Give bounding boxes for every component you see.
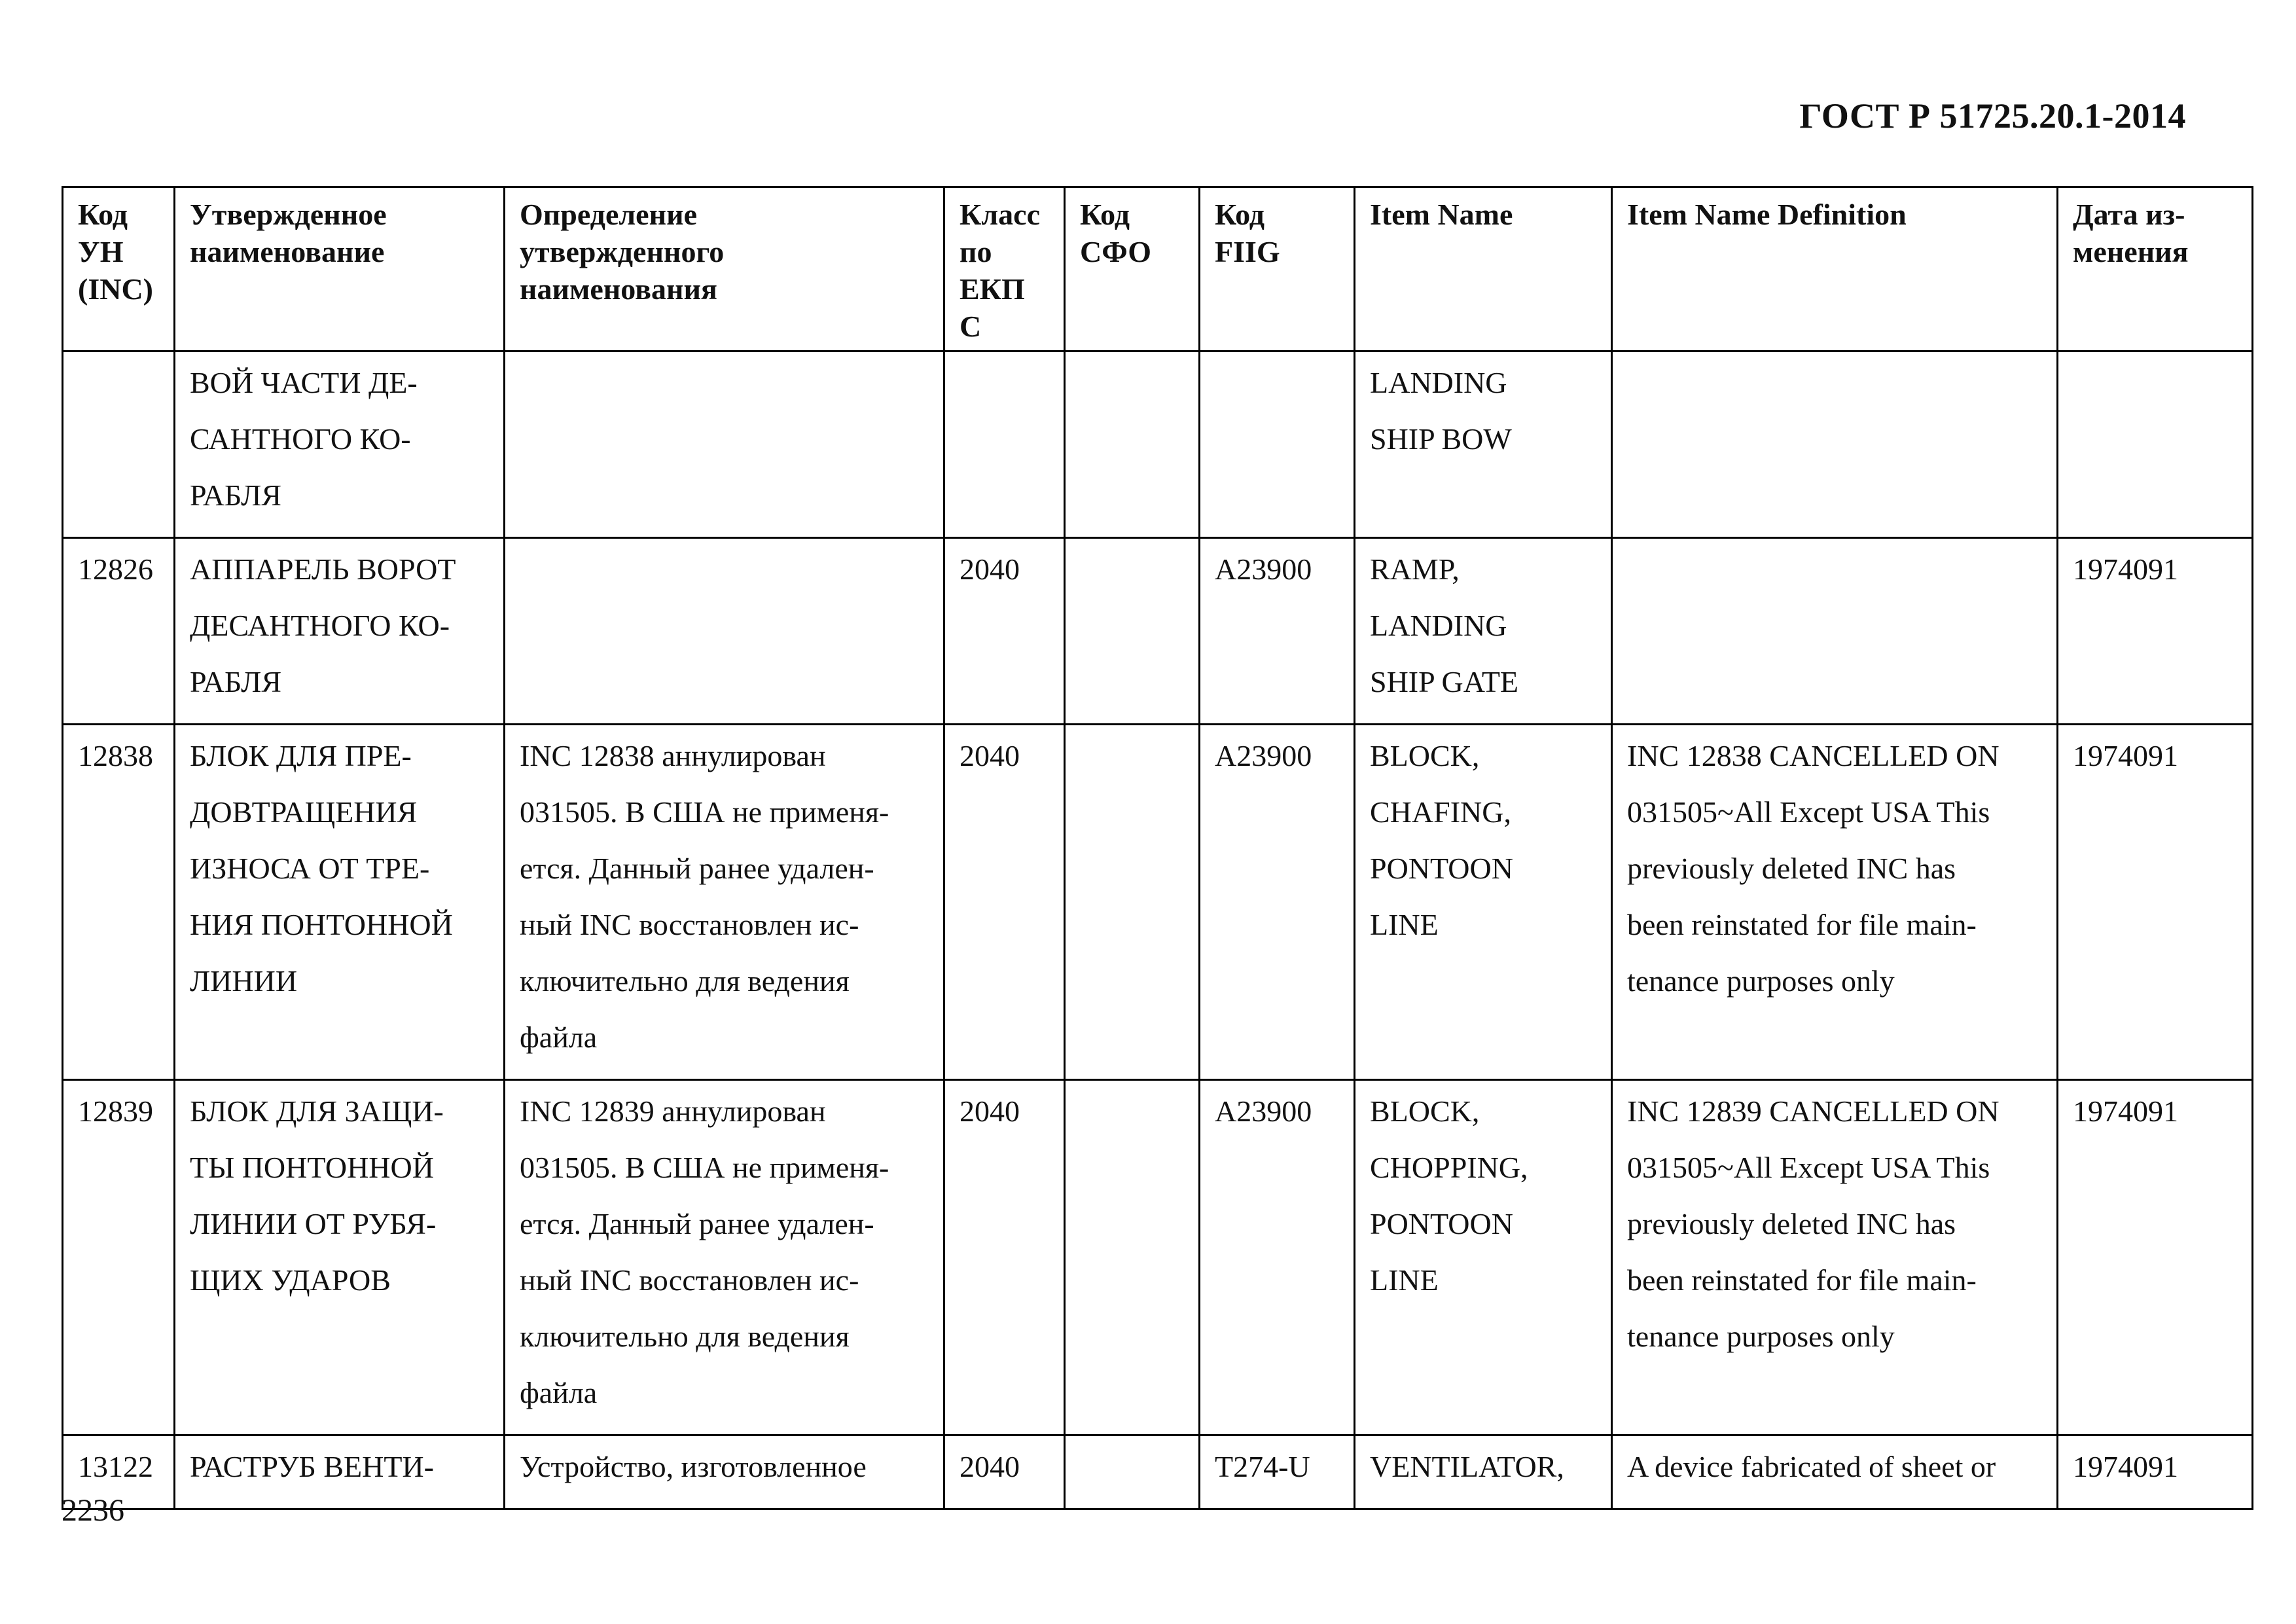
- cell-sfo: [1065, 725, 1200, 1080]
- cell-item-name-definition: INC 12838 CANCELLED ON 031505~All Except USA This previously deleted INC has been reinstated for file main- tenance purposes only: [1612, 725, 2058, 1080]
- page-number: 2236: [62, 1493, 124, 1528]
- cell-fiig: A23900: [1200, 725, 1355, 1080]
- cell-name-definition: INC 12839 аннулирован 031505. В США не применя- ется. Данный ранее удален- ный INC восстановлен ис- ключительно для ведения файла: [505, 1080, 944, 1435]
- cell-change-date: [2058, 352, 2253, 538]
- cell-inc: [63, 352, 175, 538]
- cell-item-name: RAMP, LANDING SHIP GATE: [1355, 538, 1612, 725]
- column-header-approved-name: Утвержденное наименование: [175, 187, 505, 352]
- cell-fiig: A23900: [1200, 538, 1355, 725]
- cell-change-date: 1974091: [2058, 1435, 2253, 1509]
- column-header-class: Класс по ЕКП С: [944, 187, 1065, 352]
- table-row: [63, 352, 2253, 538]
- cell-name-definition: [505, 352, 944, 538]
- cell-sfo: [1065, 1435, 1200, 1509]
- cell-inc: 12826: [63, 538, 175, 725]
- cell-item-name-definition: A device fabricated of sheet or: [1612, 1435, 2058, 1509]
- cell-name-definition: Устройство, изготовленное: [505, 1435, 944, 1509]
- column-header-inc: Код УН (INC): [63, 187, 175, 352]
- column-header-name-definition: Определение утвержденного наименования: [505, 187, 944, 352]
- cell-class: 2040: [944, 1435, 1065, 1509]
- column-header-change-date: Дата из- менения: [2058, 187, 2253, 352]
- cell-sfo: [1065, 352, 1200, 538]
- table-row: [63, 1080, 2253, 1435]
- cell-item-name-definition: [1612, 538, 2058, 725]
- column-header-item-name: Item Name: [1355, 187, 1612, 352]
- cell-approved-name: РАСТРУБ ВЕНТИ-: [175, 1435, 505, 1509]
- column-header-fiig: Код FIIG: [1200, 187, 1355, 352]
- cell-inc: 12839: [63, 1080, 175, 1435]
- cell-item-name: BLOCK, CHAFING, PONTOON LINE: [1355, 725, 1612, 1080]
- cell-class: 2040: [944, 538, 1065, 725]
- cell-approved-name: БЛОК ДЛЯ ЗАЩИ- ТЫ ПОНТОННОЙ ЛИНИИ ОТ РУБЯ- ЩИХ УДАРОВ: [175, 1080, 505, 1435]
- cell-class: 2040: [944, 725, 1065, 1080]
- cell-item-name-definition: [1612, 352, 2058, 538]
- cell-fiig: [1200, 352, 1355, 538]
- cell-class: 2040: [944, 1080, 1065, 1435]
- column-header-item-name-definition: Item Name Definition: [1612, 187, 2058, 352]
- inc-table: [62, 186, 2253, 1510]
- cell-sfo: [1065, 538, 1200, 725]
- cell-change-date: 1974091: [2058, 538, 2253, 725]
- cell-change-date: 1974091: [2058, 1080, 2253, 1435]
- cell-fiig: T274-U: [1200, 1435, 1355, 1509]
- column-header-sfo: Код СФО: [1065, 187, 1200, 352]
- cell-item-name: VENTILATOR,: [1355, 1435, 1612, 1509]
- cell-item-name: LANDING SHIP BOW: [1355, 352, 1612, 538]
- table-row: [63, 538, 2253, 725]
- cell-name-definition: INC 12838 аннулирован 031505. В США не применя- ется. Данный ранее удален- ный INC восстановлен ис- ключительно для ведения файла: [505, 725, 944, 1080]
- cell-class: [944, 352, 1065, 538]
- cell-fiig: A23900: [1200, 1080, 1355, 1435]
- cell-inc: 13122: [63, 1435, 175, 1509]
- cell-sfo: [1065, 1080, 1200, 1435]
- table-header-row: [63, 187, 2253, 352]
- cell-name-definition: [505, 538, 944, 725]
- cell-inc: 12838: [63, 725, 175, 1080]
- cell-approved-name: АППАРЕЛЬ ВОРОТ ДЕСАНТНОГО КО- РАБЛЯ: [175, 538, 505, 725]
- table-row: [63, 1435, 2253, 1509]
- table-row: [63, 725, 2253, 1080]
- cell-item-name-definition: INC 12839 CANCELLED ON 031505~All Except USA This previously deleted INC has been reinstated for file main- tenance purposes only: [1612, 1080, 2058, 1435]
- document-code-header: ГОСТ Р 51725.20.1-2014: [1799, 96, 2186, 135]
- cell-approved-name: ВОЙ ЧАСТИ ДЕ- САНТНОГО КО- РАБЛЯ: [175, 352, 505, 538]
- cell-change-date: 1974091: [2058, 725, 2253, 1080]
- cell-approved-name: БЛОК ДЛЯ ПРЕ- ДОВТРАЩЕНИЯ ИЗНОСА ОТ ТРЕ- НИЯ ПОНТОННОЙ ЛИНИИ: [175, 725, 505, 1080]
- cell-item-name: BLOCK, CHOPPING, PONTOON LINE: [1355, 1080, 1612, 1435]
